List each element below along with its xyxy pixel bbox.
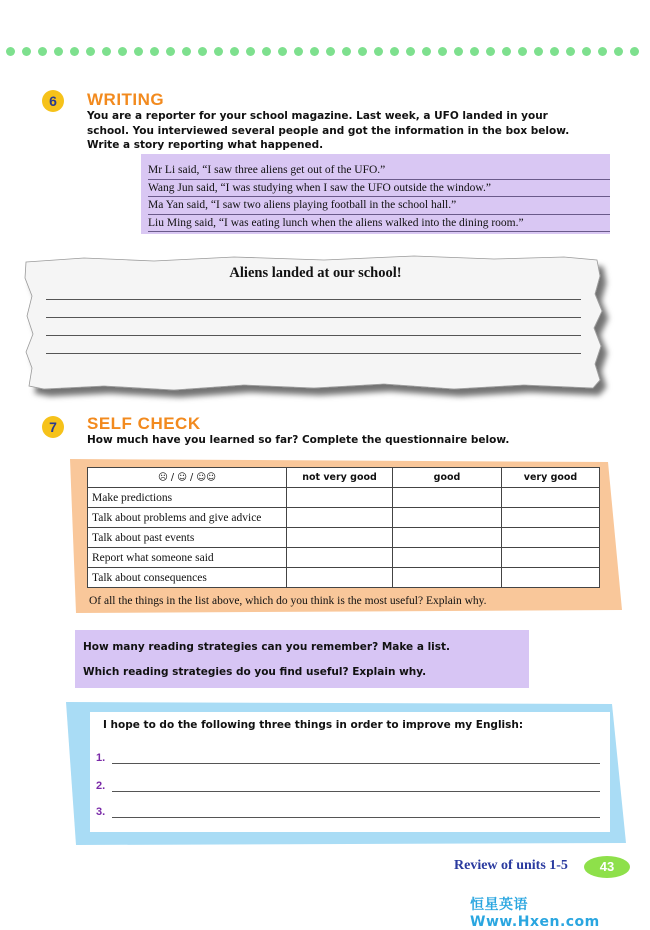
reading-strategies-question-1: How many reading strategies can you remember? Make a list.	[83, 641, 451, 653]
skill-label: Make predictions	[88, 488, 287, 508]
dot	[22, 47, 31, 56]
column-header: not very good	[287, 468, 393, 488]
dot	[390, 47, 399, 56]
skill-label: Report what someone said	[88, 548, 287, 568]
dot	[566, 47, 575, 56]
instruction-line: Write a story reporting what happened.	[87, 139, 324, 151]
skill-label: Talk about problems and give advice	[88, 508, 287, 528]
dot	[54, 47, 63, 56]
section-number-6: 6	[42, 90, 64, 112]
questionnaire-table	[87, 467, 600, 588]
dot	[278, 47, 287, 56]
table-row	[88, 548, 600, 568]
quote-line: Wang Jun said, “I was studying when I saw the UFO outside the window.”	[148, 180, 610, 198]
dot	[166, 47, 175, 56]
dot	[6, 47, 15, 56]
dot	[118, 47, 127, 56]
dot	[358, 47, 367, 56]
dot	[150, 47, 159, 56]
dot	[326, 47, 335, 56]
rating-cell[interactable]	[287, 508, 393, 528]
column-header: very good	[502, 468, 600, 488]
rating-cell[interactable]	[502, 528, 600, 548]
footer-section-label: Review of units 1-5	[454, 858, 568, 873]
dot	[582, 47, 591, 56]
dot	[134, 47, 143, 56]
rating-cell[interactable]	[502, 508, 600, 528]
writing-line[interactable]	[46, 335, 581, 336]
table-row	[88, 488, 600, 508]
page-number: 43	[584, 856, 630, 878]
dot	[550, 47, 559, 56]
dot	[198, 47, 207, 56]
dot	[182, 47, 191, 56]
dot	[518, 47, 527, 56]
writing-line[interactable]	[46, 299, 581, 300]
dot	[374, 47, 383, 56]
section-title-writing: WRITING	[87, 90, 165, 109]
reading-strategies-question-2: Which reading strategies do you find useful? Explain why.	[83, 666, 427, 678]
section-number-7: 7	[42, 416, 64, 438]
dot	[502, 47, 511, 56]
quote-line: Ma Yan said, “I saw two aliens playing football in the school hall.”	[148, 197, 610, 215]
rating-cell[interactable]	[393, 488, 502, 508]
dot	[438, 47, 447, 56]
self-check-instruction: How much have you learned so far? Complete the questionnaire below.	[87, 434, 510, 446]
dot	[102, 47, 111, 56]
rating-cell[interactable]	[287, 528, 393, 548]
answer-line[interactable]	[112, 791, 600, 792]
dot	[262, 47, 271, 56]
dot	[230, 47, 239, 56]
faces-header: ☹ / ☺ / ☺☺	[88, 468, 287, 488]
item-number: 2.	[96, 780, 106, 792]
dot	[486, 47, 495, 56]
improve-prompt: I hope to do the following three things in order to improve my English:	[103, 719, 524, 731]
skill-label: Talk about consequences	[88, 568, 287, 588]
dot	[470, 47, 479, 56]
rating-cell[interactable]	[502, 548, 600, 568]
dot	[38, 47, 47, 56]
quote-box	[141, 154, 610, 234]
dot	[614, 47, 623, 56]
dot	[406, 47, 415, 56]
rating-cell[interactable]	[287, 568, 393, 588]
dot	[630, 47, 639, 56]
dot	[454, 47, 463, 56]
rating-cell[interactable]	[502, 488, 600, 508]
answer-line[interactable]	[112, 763, 600, 764]
story-title: Aliens landed at our school!	[229, 265, 402, 281]
dotted-border	[6, 47, 650, 59]
rating-cell[interactable]	[393, 508, 502, 528]
watermark: 恒星英语 Www.Hxen.com	[470, 897, 600, 930]
dot	[246, 47, 255, 56]
dot	[70, 47, 79, 56]
item-number: 1.	[96, 752, 106, 764]
torn-paper-writing-area	[24, 256, 607, 396]
dot	[342, 47, 351, 56]
quote-line: Liu Ming said, “I was eating lunch when the aliens walked into the dining room.”	[148, 215, 610, 233]
column-header: good	[393, 468, 502, 488]
table-row	[88, 528, 600, 548]
dot	[214, 47, 223, 56]
writing-instructions	[87, 109, 569, 153]
table-row	[88, 508, 600, 528]
skill-label: Talk about past events	[88, 528, 287, 548]
answer-line[interactable]	[112, 817, 600, 818]
rating-cell[interactable]	[287, 548, 393, 568]
quote-line: Mr Li said, “I saw three aliens get out of the UFO.”	[148, 162, 610, 180]
reading-strategies-box	[75, 630, 529, 688]
rating-cell[interactable]	[393, 568, 502, 588]
dot	[534, 47, 543, 56]
dot	[310, 47, 319, 56]
dot	[294, 47, 303, 56]
rating-cell[interactable]	[393, 528, 502, 548]
dot	[598, 47, 607, 56]
rating-cell[interactable]	[502, 568, 600, 588]
rating-cell[interactable]	[393, 548, 502, 568]
item-number: 3.	[96, 806, 106, 818]
table-row	[88, 568, 600, 588]
writing-line[interactable]	[46, 353, 581, 354]
instruction-line: You are a reporter for your school magazine. Last week, a UFO landed in your	[87, 110, 548, 122]
most-useful-question: Of all the things in the list above, which do you think is the most useful? Explain why.	[89, 595, 487, 607]
dot	[422, 47, 431, 56]
rating-cell[interactable]	[287, 488, 393, 508]
section-title-self-check: SELF CHECK	[87, 414, 201, 433]
dot	[86, 47, 95, 56]
instruction-line: school. You interviewed several people and got the information in the box below.	[87, 124, 570, 137]
writing-line[interactable]	[46, 317, 581, 318]
